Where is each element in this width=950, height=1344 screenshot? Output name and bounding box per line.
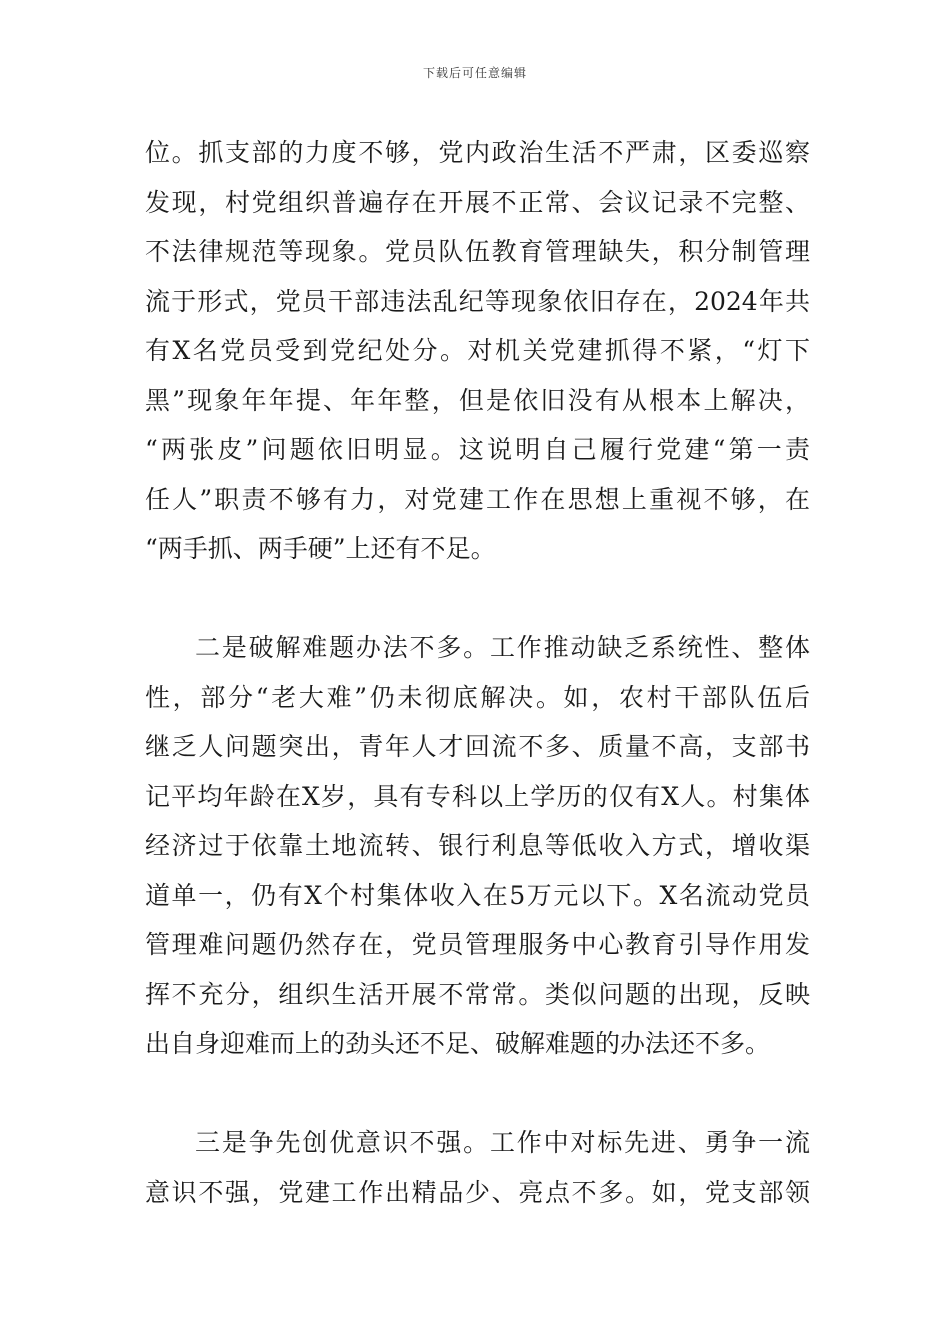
text-line: 出自身迎难而上的劲头还不足、破解难题的办法还不多。 — [145, 1029, 771, 1058]
text-line: 不法律规范等现象。党员队伍教育管理缺失，积分制管理 — [145, 237, 810, 266]
text-line: 任人”职责不够有力，对党建工作在思想上重视不够，在 — [145, 484, 810, 514]
text-line: 性，部分“老大难”仍未彻底解决。如，农村干部队伍后 — [145, 682, 810, 712]
text-line: 位。抓支部的力度不够，党内政治生活不严肃，区委巡察 — [145, 138, 810, 167]
paragraph-gap — [145, 574, 810, 624]
page-header: 下载后可任意编辑 — [422, 66, 527, 80]
text-line: 记平均年龄在X岁，具有专科以上学历的仅有X人。村集体 — [145, 781, 810, 811]
paragraph-3 — [145, 1118, 810, 1217]
text-line: 继乏人问题突出，青年人才回流不多、质量不高，支部书 — [145, 732, 810, 761]
text-line: 管理难问题仍然存在，党员管理服务中心教育引导作用发 — [145, 930, 810, 959]
text-line: 意识不强，党建工作出精品少、亮点不多。如，党支部领 — [145, 1177, 810, 1207]
text-line: 经济过于依靠土地流转、银行利息等低收入方式，增收渠 — [145, 831, 810, 860]
text-line: “两手抓、两手硬”上还有不足。 — [145, 534, 496, 563]
text-line: 有X名党员受到党纪处分。对机关党建抓得不紧，“灯下 — [145, 336, 810, 365]
text-line: 三是争先创优意识不强。工作中对标先进、勇争一流 — [195, 1128, 810, 1157]
text-line: 黑”现象年年提、年年整，但是依旧没有从根本上解决， — [145, 385, 810, 415]
text-line: “两张皮”问题依旧明显。这说明自己履行党建“第一责 — [145, 435, 810, 464]
paragraph-2 — [145, 623, 810, 1069]
paragraph-gap — [145, 1069, 810, 1119]
text-line: 道单一，仍有X个村集体收入在5万元以下。X名流动党员 — [145, 880, 810, 910]
text-line: 挥不充分，组织生活开展不常常。类似问题的出现，反映 — [145, 979, 810, 1009]
document-body — [145, 128, 810, 1217]
text-line: 发现，村党组织普遍存在开展不正常、会议记录不完整、 — [145, 187, 810, 217]
text-line: 流于形式，党员干部违法乱纪等现象依旧存在，2024年共 — [145, 286, 810, 316]
paragraph-1 — [145, 128, 810, 574]
text-line: 二是破解难题办法不多。工作推动缺乏系统性、整体 — [195, 633, 810, 662]
